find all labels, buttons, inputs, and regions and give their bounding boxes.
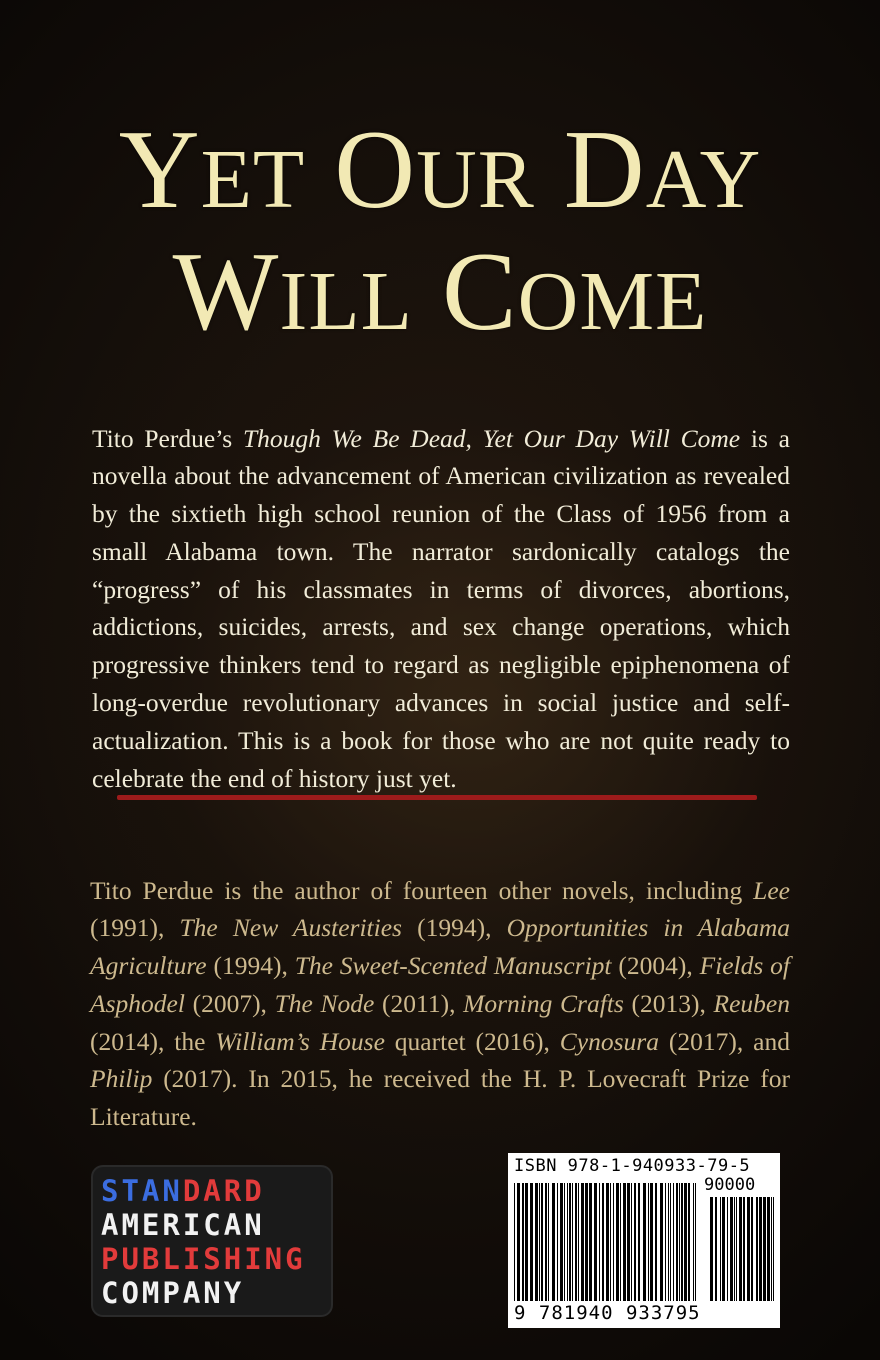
red-divider	[117, 795, 757, 800]
logo-line-american: AMERICAN	[101, 1208, 265, 1242]
barcode-digits: 9 781940 933795	[514, 1302, 701, 1324]
logo-line-publishing: PUBLISHING	[101, 1242, 306, 1276]
author-bio: Tito Perdue is the author of fourteen other novels, including Lee (1991), The New Austerities (1994), Opportunities in Alabama Agriculture (1994), The Sweet-Scented Manuscript (2004), Fields of Asphodel (2007), The Node (2011), Morning Crafts (2013), Reuben (2014), the William’s House quartet (2016), Cynosura (2017), and Philip (2017). In 2015, he received the H. P. Lovecraft Prize for Literature.	[90, 875, 791, 1132]
title-word-5: COME	[412, 230, 708, 354]
barcode-bars	[512, 1177, 776, 1301]
book-title-italic: Though We Be Dead, Yet Our Day Will Come	[242, 423, 741, 453]
title-line-2	[0, 230, 880, 354]
publisher-logo	[93, 1167, 331, 1315]
title-word-4: WILL	[172, 230, 413, 354]
title-word-2: OUR	[305, 108, 535, 232]
isbn-label: ISBN 978-1-940933-79-5	[514, 1156, 751, 1176]
title-word-3: DAY	[534, 108, 762, 232]
logo-line-company: COMPANY	[101, 1276, 245, 1310]
isbn-barcode	[508, 1153, 780, 1328]
title-word-1: YET	[118, 108, 306, 232]
book-description: Tito Perdue’s Though We Be Dead, Yet Our Day Will Come is a novella about the advancement of American civilization as revealed by the sixtieth high school reunion of the Class of 1956 from a small Alabama town. The narrator sardonically catalogs the “progress” of his classmates in terms of divorces, abortions, addictions, suicides, arrests, and sex change operations, which progressive thinkers tend to regard as negligible epiphenomena of long-overdue revolutionary advances in social justice and self-actualization. This is a book for those who are not quite ready to celebrate the end of history just yet.	[92, 423, 790, 793]
price-code: 90000	[704, 1175, 756, 1195]
works-list: Lee (1991), The New Austerities (1994), Opportunities in Alabama Agriculture (1994), The Sweet-Scented Manuscript (2004), Fields of Asphodel (2007), The Node (2011), Morning Crafts (2013), Reuben (2014), the William’s House quartet (2016), Cynosura (2017), and Philip (2017).	[90, 875, 791, 1094]
title-line-1	[0, 108, 880, 232]
logo-line-standard: STANDARD	[101, 1174, 265, 1208]
